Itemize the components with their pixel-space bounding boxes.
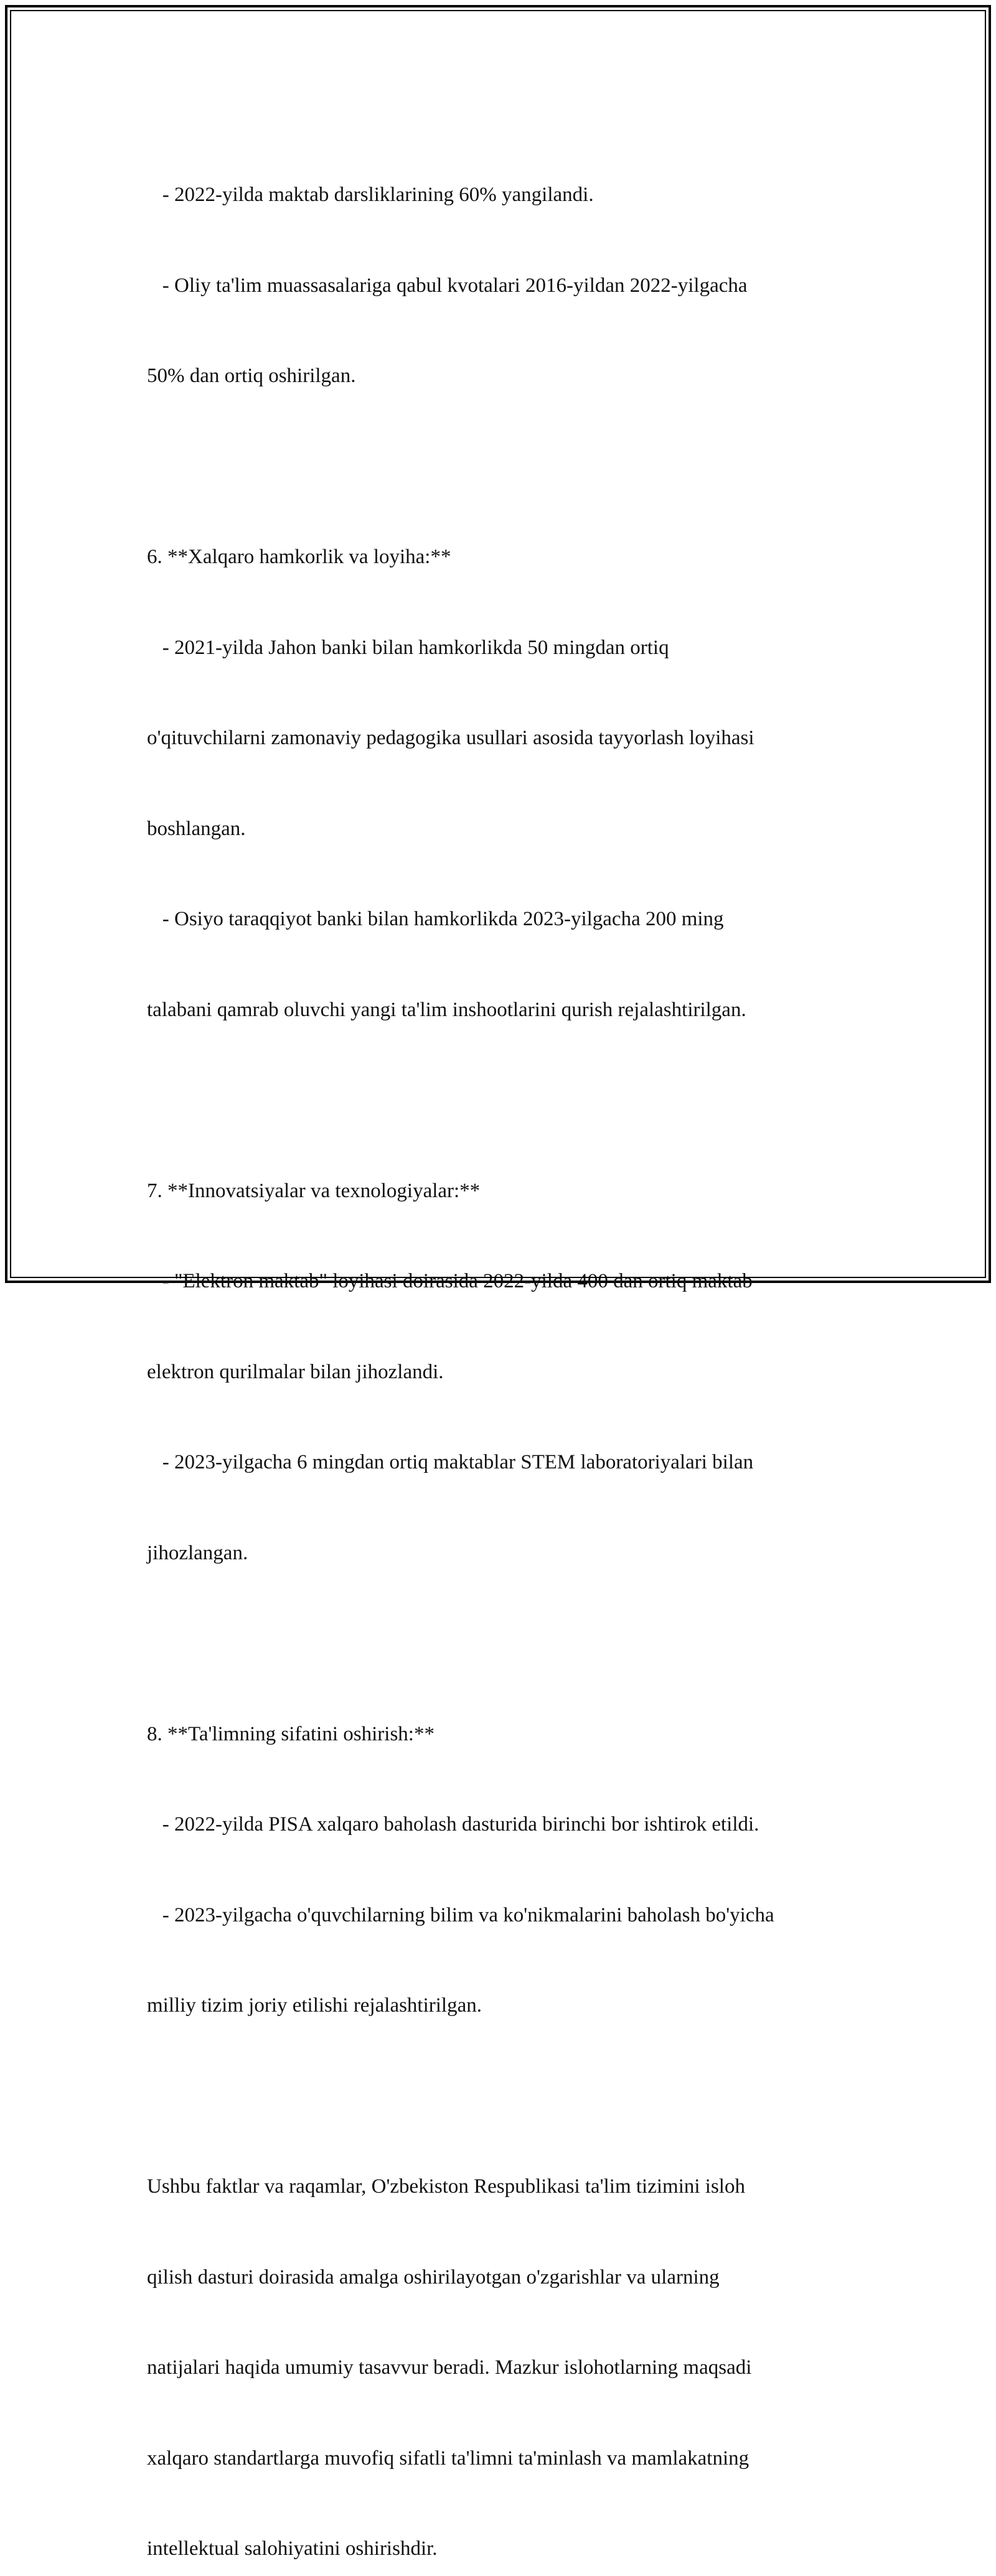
summary-line: xalqaro standartlarga muvofiq sifatli ta'limni ta'minlash va mamlakatning	[147, 2447, 749, 2470]
blank-line	[147, 1085, 875, 1116]
text-line: talabani qamrab oluvchi yangi ta'lim inshootlarini qurish rejalashtirilgan.	[147, 998, 746, 1021]
text-line: - 2022-yilda maktab darsliklarining 60% yangilandi.	[147, 184, 594, 206]
text-line: boshlangan.	[147, 817, 246, 840]
summary-line: intellektual salohiyatini oshirishdir.	[147, 2537, 438, 2560]
section-heading: 8. **Ta'limning sifatini oshirish:**	[147, 1722, 435, 1745]
text-line: - Osiyo taraqqiyot banki bilan hamkorlikda 2023-yilgacha 200 ming	[147, 908, 724, 930]
text-line: elektron qurilmalar bilan jihozlandi.	[147, 1360, 444, 1383]
summary-line: Ushbu faktlar va raqamlar, O'zbekiston Respublikasi ta'lim tizimini isloh	[147, 2175, 745, 2198]
text-line: - "Elektron maktab" loyihasi doirasida 2022-yilda 400 dan ortiq maktab	[147, 1270, 753, 1292]
blank-line	[147, 452, 875, 482]
document-page	[5, 5, 991, 2560]
text-line: - 2021-yilda Jahon banki bilan hamkorlikda 50 mingdan ortiq	[147, 636, 669, 659]
summary-line: natijalari haqida umumiy tasavvur beradi. Mazkur islohotlarning maqsadi	[147, 2356, 752, 2379]
text-line: - 2022-yilda PISA xalqaro baholash dasturida birinchi bor ishtirok etildi.	[147, 1813, 759, 1836]
document-body	[147, 119, 875, 2576]
text-line: - Oliy ta'lim muassasalariga qabul kvotalari 2016-yildan 2022-yilgacha	[147, 274, 748, 297]
text-line: - 2023-yilgacha 6 mingdan ortiq maktablar STEM laboratoriyalari bilan	[147, 1451, 754, 1473]
section-heading: 7. **Innovatsiyalar va texnologiyalar:**	[147, 1179, 481, 1202]
blank-line	[147, 2081, 875, 2112]
section-heading: 6. **Xalqaro hamkorlik va loyiha:**	[147, 546, 451, 568]
text-line: milliy tizim joriy etilishi rejalashtirilgan.	[147, 1994, 482, 2017]
summary-line: qilish dasturi doirasida amalga oshirilayotgan o'zgarishlar va ularning	[147, 2266, 720, 2289]
blank-line	[147, 1628, 875, 1659]
text-line: - 2023-yilgacha o'quvchilarning bilim va ko'nikmalarini baholash bo'yicha	[147, 1903, 774, 1926]
text-line: o'qituvchilarni zamonaviy pedagogika usullari asosida tayyorlash loyihasi	[147, 727, 754, 749]
text-line: 50% dan ortiq oshirilgan.	[147, 365, 356, 387]
text-line: jihozlangan.	[147, 1541, 248, 1564]
